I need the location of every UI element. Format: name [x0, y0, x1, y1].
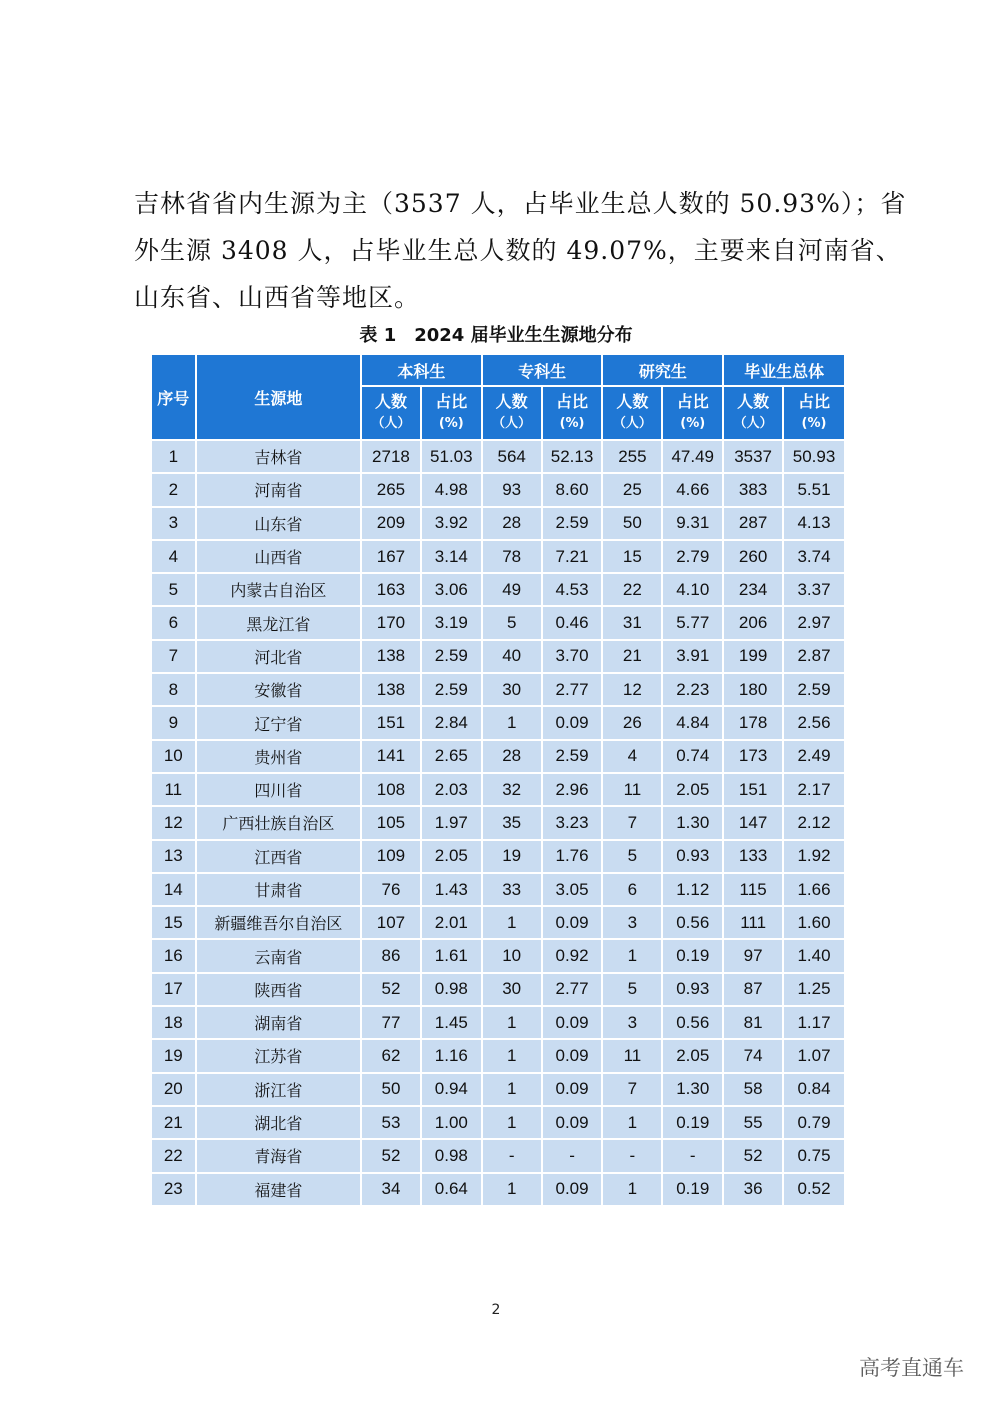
- total-count-cell: 178: [724, 707, 782, 738]
- junior-college-ratio-cell: 4.53: [543, 574, 602, 605]
- graduate-count-cell: 1: [603, 1174, 661, 1205]
- total-count-cell: 234: [724, 574, 782, 605]
- total-ratio-cell: 1.40: [784, 940, 844, 971]
- undergrad-ratio-cell: 0.98: [422, 974, 481, 1005]
- seq-cell: 18: [152, 1007, 195, 1038]
- graduate-count-cell: 50: [603, 508, 661, 539]
- graduate-ratio-cell: 2.05: [663, 774, 722, 805]
- total-ratio-cell: 0.84: [784, 1074, 844, 1105]
- undergrad-count-cell: 170: [362, 607, 420, 638]
- junior-college-ratio-cell: 2.77: [543, 674, 602, 705]
- graduate-ratio-cell: 0.19: [663, 1107, 722, 1138]
- graduate-ratio-cell: 2.23: [663, 674, 722, 705]
- undergrad-count-cell: 151: [362, 707, 420, 738]
- undergrad-count-cell: 52: [362, 974, 420, 1005]
- undergrad-ratio-cell: 3.06: [422, 574, 481, 605]
- junior-college-count-cell: -: [483, 1140, 541, 1171]
- undergrad-ratio-cell: 2.65: [422, 741, 481, 772]
- paragraph-line-3: 山东省、山西省等地区。: [134, 283, 421, 312]
- header-count-unit: （人）: [612, 416, 652, 431]
- junior-college-count-cell: 49: [483, 574, 541, 605]
- province-cell: 安徽省: [197, 674, 360, 705]
- undergrad-count-cell: 107: [362, 907, 420, 938]
- paragraph-line-1: 吉林省省内生源为主（3537 人，占毕业生总人数的 50.93%）；省: [134, 189, 907, 218]
- undergrad-ratio-cell: 2.84: [422, 707, 481, 738]
- province-cell: 江西省: [197, 841, 360, 872]
- undergrad-count-cell: 265: [362, 474, 420, 505]
- seq-cell: 1: [152, 441, 195, 472]
- undergrad-ratio-cell: 51.03: [422, 441, 481, 472]
- graduate-ratio-cell: 1.12: [663, 874, 722, 905]
- table-caption: 表 1 2024 届毕业生生源地分布: [359, 325, 633, 346]
- junior-college-count-cell: 1: [483, 707, 541, 738]
- undergrad-ratio-cell: 1.00: [422, 1107, 481, 1138]
- seq-cell: 13: [152, 841, 195, 872]
- graduate-ratio-cell: 0.19: [663, 1174, 722, 1205]
- graduate-ratio-cell: 1.30: [663, 807, 722, 838]
- undergrad-count-cell: 34: [362, 1174, 420, 1205]
- junior-college-count-cell: 28: [483, 741, 541, 772]
- seq-cell: 3: [152, 508, 195, 539]
- header-junior-college-count: [483, 387, 541, 439]
- total-count-cell: 173: [724, 741, 782, 772]
- undergrad-count-cell: 77: [362, 1007, 420, 1038]
- total-ratio-cell: 0.75: [784, 1140, 844, 1171]
- header-count-label: 人数: [737, 392, 770, 411]
- undergrad-count-cell: 108: [362, 774, 420, 805]
- seq-cell: 16: [152, 940, 195, 971]
- page-number: 2: [491, 1302, 501, 1318]
- undergrad-count-cell: 53: [362, 1107, 420, 1138]
- undergrad-ratio-cell: 2.59: [422, 674, 481, 705]
- table-row: [152, 1074, 844, 1105]
- total-ratio-cell: 2.87: [784, 641, 844, 672]
- header-ratio-label: 占比: [798, 392, 831, 411]
- junior-college-ratio-cell: 0.46: [543, 607, 602, 638]
- province-cell: 四川省: [197, 774, 360, 805]
- total-count-cell: 151: [724, 774, 782, 805]
- header-undergrad-ratio: [422, 387, 481, 439]
- province-cell: 湖北省: [197, 1107, 360, 1138]
- junior-college-ratio-cell: 2.96: [543, 774, 602, 805]
- graduate-count-cell: 25: [603, 474, 661, 505]
- graduate-ratio-cell: 5.77: [663, 607, 722, 638]
- province-cell: 山西省: [197, 541, 360, 572]
- junior-college-count-cell: 93: [483, 474, 541, 505]
- junior-college-count-cell: 35: [483, 807, 541, 838]
- province-cell: 河北省: [197, 641, 360, 672]
- graduate-count-cell: 11: [603, 774, 661, 805]
- table-row: [152, 841, 844, 872]
- table-row: [152, 1107, 844, 1138]
- graduate-count-cell: 21: [603, 641, 661, 672]
- header-group-total: 毕业生总体: [724, 355, 844, 385]
- junior-college-ratio-cell: 8.60: [543, 474, 602, 505]
- graduate-count-cell: 1: [603, 1107, 661, 1138]
- header-count-unit: （人）: [492, 416, 532, 431]
- undergrad-ratio-cell: 2.03: [422, 774, 481, 805]
- seq-cell: 9: [152, 707, 195, 738]
- junior-college-count-cell: 5: [483, 607, 541, 638]
- total-ratio-cell: 2.56: [784, 707, 844, 738]
- province-cell: 吉林省: [197, 441, 360, 472]
- undergrad-count-cell: 52: [362, 1140, 420, 1171]
- total-ratio-cell: 5.51: [784, 474, 844, 505]
- junior-college-ratio-cell: 3.23: [543, 807, 602, 838]
- undergrad-ratio-cell: 3.92: [422, 508, 481, 539]
- junior-college-count-cell: 30: [483, 974, 541, 1005]
- junior-college-count-cell: 30: [483, 674, 541, 705]
- graduate-count-cell: 255: [603, 441, 661, 472]
- undergrad-count-cell: 50: [362, 1074, 420, 1105]
- province-cell: 江苏省: [197, 1040, 360, 1071]
- header-count-label: 人数: [495, 392, 528, 411]
- graduate-ratio-cell: 2.05: [663, 1040, 722, 1071]
- undergrad-ratio-cell: 1.97: [422, 807, 481, 838]
- junior-college-ratio-cell: 0.09: [543, 1007, 602, 1038]
- header-undergrad-count: [362, 387, 420, 439]
- graduate-ratio-cell: 4.66: [663, 474, 722, 505]
- total-ratio-cell: 2.49: [784, 741, 844, 772]
- table-row: [152, 774, 844, 805]
- junior-college-count-cell: 32: [483, 774, 541, 805]
- table-row: [152, 674, 844, 705]
- header-ratio-unit: (%): [680, 416, 706, 431]
- graduate-ratio-cell: 47.49: [663, 441, 722, 472]
- graduate-count-cell: 5: [603, 974, 661, 1005]
- total-count-cell: 55: [724, 1107, 782, 1138]
- table-row: [152, 807, 844, 838]
- seq-cell: 12: [152, 807, 195, 838]
- watermark-text: 高考直通车: [859, 1356, 964, 1380]
- province-cell: 青海省: [197, 1140, 360, 1171]
- graduate-ratio-cell: 0.56: [663, 1007, 722, 1038]
- junior-college-ratio-cell: 7.21: [543, 541, 602, 572]
- header-ratio-unit: (%): [801, 416, 827, 431]
- graduate-ratio-cell: 0.93: [663, 974, 722, 1005]
- total-count-cell: 180: [724, 674, 782, 705]
- seq-cell: 15: [152, 907, 195, 938]
- junior-college-count-cell: 1: [483, 1174, 541, 1205]
- total-ratio-cell: 2.97: [784, 607, 844, 638]
- province-cell: 黑龙江省: [197, 607, 360, 638]
- total-ratio-cell: 0.52: [784, 1174, 844, 1205]
- junior-college-ratio-cell: 52.13: [543, 441, 602, 472]
- undergrad-ratio-cell: 1.45: [422, 1007, 481, 1038]
- total-ratio-cell: 2.17: [784, 774, 844, 805]
- province-cell: 浙江省: [197, 1074, 360, 1105]
- seq-cell: 2: [152, 474, 195, 505]
- province-cell: 山东省: [197, 508, 360, 539]
- header-junior-college-ratio: [543, 387, 602, 439]
- junior-college-ratio-cell: 0.09: [543, 1074, 602, 1105]
- total-count-cell: 58: [724, 1074, 782, 1105]
- undergrad-count-cell: 62: [362, 1040, 420, 1071]
- total-count-cell: 111: [724, 907, 782, 938]
- undergrad-count-cell: 141: [362, 741, 420, 772]
- header-group-junior-college: 专科生: [483, 355, 602, 385]
- junior-college-count-cell: 1: [483, 907, 541, 938]
- graduate-ratio-cell: 4.84: [663, 707, 722, 738]
- header-ratio-label: 占比: [676, 392, 709, 411]
- junior-college-count-cell: 19: [483, 841, 541, 872]
- undergrad-count-cell: 138: [362, 674, 420, 705]
- header-ratio-unit: (%): [438, 416, 464, 431]
- province-cell: 内蒙古自治区: [197, 574, 360, 605]
- graduate-ratio-cell: 1.30: [663, 1074, 722, 1105]
- header-ratio-label: 占比: [556, 392, 589, 411]
- seq-cell: 10: [152, 741, 195, 772]
- graduate-count-cell: 6: [603, 874, 661, 905]
- undergrad-ratio-cell: 1.16: [422, 1040, 481, 1071]
- seq-cell: 21: [152, 1107, 195, 1138]
- junior-college-ratio-cell: 0.92: [543, 940, 602, 971]
- header-total-ratio: [784, 387, 844, 439]
- graduate-ratio-cell: 0.93: [663, 841, 722, 872]
- total-count-cell: 147: [724, 807, 782, 838]
- header-count-label: 人数: [374, 392, 407, 411]
- total-count-cell: 87: [724, 974, 782, 1005]
- seq-cell: 4: [152, 541, 195, 572]
- junior-college-ratio-cell: 3.70: [543, 641, 602, 672]
- total-count-cell: 3537: [724, 441, 782, 472]
- undergrad-count-cell: 163: [362, 574, 420, 605]
- junior-college-count-cell: 564: [483, 441, 541, 472]
- junior-college-count-cell: 10: [483, 940, 541, 971]
- graduate-count-cell: 31: [603, 607, 661, 638]
- header-total-count: [724, 387, 782, 439]
- graduate-count-cell: 11: [603, 1040, 661, 1071]
- table-row: [152, 541, 844, 572]
- header-group-undergrad: 本科生: [362, 355, 481, 385]
- table-row: [152, 974, 844, 1005]
- table-row: [152, 907, 844, 938]
- junior-college-count-cell: 1: [483, 1107, 541, 1138]
- graduate-count-cell: 1: [603, 940, 661, 971]
- total-count-cell: 383: [724, 474, 782, 505]
- table-row: [152, 940, 844, 971]
- table-row: [152, 474, 844, 505]
- header-graduate-ratio: [663, 387, 722, 439]
- undergrad-ratio-cell: 1.43: [422, 874, 481, 905]
- total-count-cell: 36: [724, 1174, 782, 1205]
- seq-cell: 11: [152, 774, 195, 805]
- undergrad-ratio-cell: 4.98: [422, 474, 481, 505]
- graduate-ratio-cell: 0.74: [663, 741, 722, 772]
- undergrad-count-cell: 138: [362, 641, 420, 672]
- header-count-unit: （人）: [733, 416, 773, 431]
- province-cell: 贵州省: [197, 741, 360, 772]
- junior-college-ratio-cell: 0.09: [543, 1107, 602, 1138]
- total-ratio-cell: 1.92: [784, 841, 844, 872]
- junior-college-count-cell: 28: [483, 508, 541, 539]
- total-count-cell: 206: [724, 607, 782, 638]
- graduate-ratio-cell: 2.79: [663, 541, 722, 572]
- graduate-count-cell: 3: [603, 1007, 661, 1038]
- header-row-groups: [152, 355, 844, 385]
- total-ratio-cell: 1.17: [784, 1007, 844, 1038]
- header-seq: 序号: [152, 355, 195, 439]
- total-count-cell: 52: [724, 1140, 782, 1171]
- total-count-cell: 260: [724, 541, 782, 572]
- graduate-count-cell: -: [603, 1140, 661, 1171]
- header-origin: 生源地: [197, 355, 360, 439]
- table-row: [152, 508, 844, 539]
- graduate-ratio-cell: 0.19: [663, 940, 722, 971]
- undergrad-count-cell: 76: [362, 874, 420, 905]
- total-ratio-cell: 2.59: [784, 674, 844, 705]
- undergrad-count-cell: 167: [362, 541, 420, 572]
- total-count-cell: 74: [724, 1040, 782, 1071]
- province-cell: 甘肃省: [197, 874, 360, 905]
- paragraph-line-2: 外生源 3408 人，占毕业生总人数的 49.07%，主要来自河南省、: [134, 236, 902, 265]
- province-cell: 云南省: [197, 940, 360, 971]
- header-ratio-unit: (%): [559, 416, 585, 431]
- graduate-count-cell: 15: [603, 541, 661, 572]
- table-row: [152, 1040, 844, 1071]
- total-ratio-cell: 50.93: [784, 441, 844, 472]
- table-row: [152, 874, 844, 905]
- table-row: [152, 641, 844, 672]
- table-row: [152, 741, 844, 772]
- undergrad-ratio-cell: 2.01: [422, 907, 481, 938]
- province-cell: 广西壮族自治区: [197, 807, 360, 838]
- junior-college-ratio-cell: 1.76: [543, 841, 602, 872]
- graduate-ratio-cell: 0.56: [663, 907, 722, 938]
- junior-college-count-cell: 33: [483, 874, 541, 905]
- table-body: [152, 441, 844, 1205]
- province-cell: 陕西省: [197, 974, 360, 1005]
- total-ratio-cell: 0.79: [784, 1107, 844, 1138]
- junior-college-count-cell: 1: [483, 1074, 541, 1105]
- seq-cell: 23: [152, 1174, 195, 1205]
- total-count-cell: 287: [724, 508, 782, 539]
- table-row: [152, 1140, 844, 1171]
- total-ratio-cell: 2.12: [784, 807, 844, 838]
- total-count-cell: 199: [724, 641, 782, 672]
- junior-college-ratio-cell: 0.09: [543, 1040, 602, 1071]
- graduate-count-cell: 7: [603, 1074, 661, 1105]
- table-row: [152, 441, 844, 472]
- total-count-cell: 133: [724, 841, 782, 872]
- undergrad-ratio-cell: 3.14: [422, 541, 481, 572]
- table-row: [152, 707, 844, 738]
- undergrad-ratio-cell: 0.98: [422, 1140, 481, 1171]
- undergrad-count-cell: 2718: [362, 441, 420, 472]
- junior-college-count-cell: 1: [483, 1040, 541, 1071]
- total-count-cell: 81: [724, 1007, 782, 1038]
- province-cell: 辽宁省: [197, 707, 360, 738]
- table-row: [152, 574, 844, 605]
- junior-college-count-cell: 1: [483, 1007, 541, 1038]
- junior-college-ratio-cell: 3.05: [543, 874, 602, 905]
- junior-college-ratio-cell: 0.09: [543, 1174, 602, 1205]
- junior-college-ratio-cell: 2.59: [543, 741, 602, 772]
- junior-college-ratio-cell: -: [543, 1140, 602, 1171]
- graduate-count-cell: 26: [603, 707, 661, 738]
- graduate-ratio-cell: 9.31: [663, 508, 722, 539]
- graduate-count-cell: 4: [603, 741, 661, 772]
- junior-college-ratio-cell: 0.09: [543, 707, 602, 738]
- undergrad-count-cell: 86: [362, 940, 420, 971]
- province-cell: 福建省: [197, 1174, 360, 1205]
- origin-distribution-table: [150, 353, 846, 1207]
- undergrad-ratio-cell: 0.64: [422, 1174, 481, 1205]
- seq-cell: 7: [152, 641, 195, 672]
- undergrad-count-cell: 109: [362, 841, 420, 872]
- total-ratio-cell: 1.66: [784, 874, 844, 905]
- table-row: [152, 1174, 844, 1205]
- undergrad-count-cell: 105: [362, 807, 420, 838]
- seq-cell: 6: [152, 607, 195, 638]
- province-cell: 湖南省: [197, 1007, 360, 1038]
- graduate-count-cell: 5: [603, 841, 661, 872]
- graduate-ratio-cell: 3.91: [663, 641, 722, 672]
- seq-cell: 20: [152, 1074, 195, 1105]
- table-row: [152, 607, 844, 638]
- total-ratio-cell: 3.74: [784, 541, 844, 572]
- table-row: [152, 1007, 844, 1038]
- undergrad-ratio-cell: 3.19: [422, 607, 481, 638]
- undergrad-ratio-cell: 0.94: [422, 1074, 481, 1105]
- header-graduate-count: [603, 387, 661, 439]
- undergrad-ratio-cell: 2.05: [422, 841, 481, 872]
- total-ratio-cell: 1.07: [784, 1040, 844, 1071]
- province-cell: 新疆维吾尔自治区: [197, 907, 360, 938]
- junior-college-ratio-cell: 2.59: [543, 508, 602, 539]
- graduate-count-cell: 22: [603, 574, 661, 605]
- body-paragraph: [134, 180, 907, 321]
- total-ratio-cell: 1.60: [784, 907, 844, 938]
- graduate-count-cell: 7: [603, 807, 661, 838]
- total-ratio-cell: 3.37: [784, 574, 844, 605]
- undergrad-count-cell: 209: [362, 508, 420, 539]
- junior-college-ratio-cell: 0.09: [543, 907, 602, 938]
- header-group-graduate: 研究生: [603, 355, 722, 385]
- total-count-cell: 115: [724, 874, 782, 905]
- header-count-unit: （人）: [371, 416, 411, 431]
- graduate-ratio-cell: 4.10: [663, 574, 722, 605]
- seq-cell: 8: [152, 674, 195, 705]
- total-ratio-cell: 1.25: [784, 974, 844, 1005]
- total-ratio-cell: 4.13: [784, 508, 844, 539]
- seq-cell: 22: [152, 1140, 195, 1171]
- seq-cell: 14: [152, 874, 195, 905]
- seq-cell: 17: [152, 974, 195, 1005]
- seq-cell: 19: [152, 1040, 195, 1071]
- header-ratio-label: 占比: [435, 392, 468, 411]
- graduate-ratio-cell: -: [663, 1140, 722, 1171]
- graduate-count-cell: 12: [603, 674, 661, 705]
- province-cell: 河南省: [197, 474, 360, 505]
- junior-college-count-cell: 40: [483, 641, 541, 672]
- header-count-label: 人数: [616, 392, 649, 411]
- junior-college-count-cell: 78: [483, 541, 541, 572]
- graduate-count-cell: 3: [603, 907, 661, 938]
- undergrad-ratio-cell: 1.61: [422, 940, 481, 971]
- total-count-cell: 97: [724, 940, 782, 971]
- junior-college-ratio-cell: 2.77: [543, 974, 602, 1005]
- undergrad-ratio-cell: 2.59: [422, 641, 481, 672]
- seq-cell: 5: [152, 574, 195, 605]
